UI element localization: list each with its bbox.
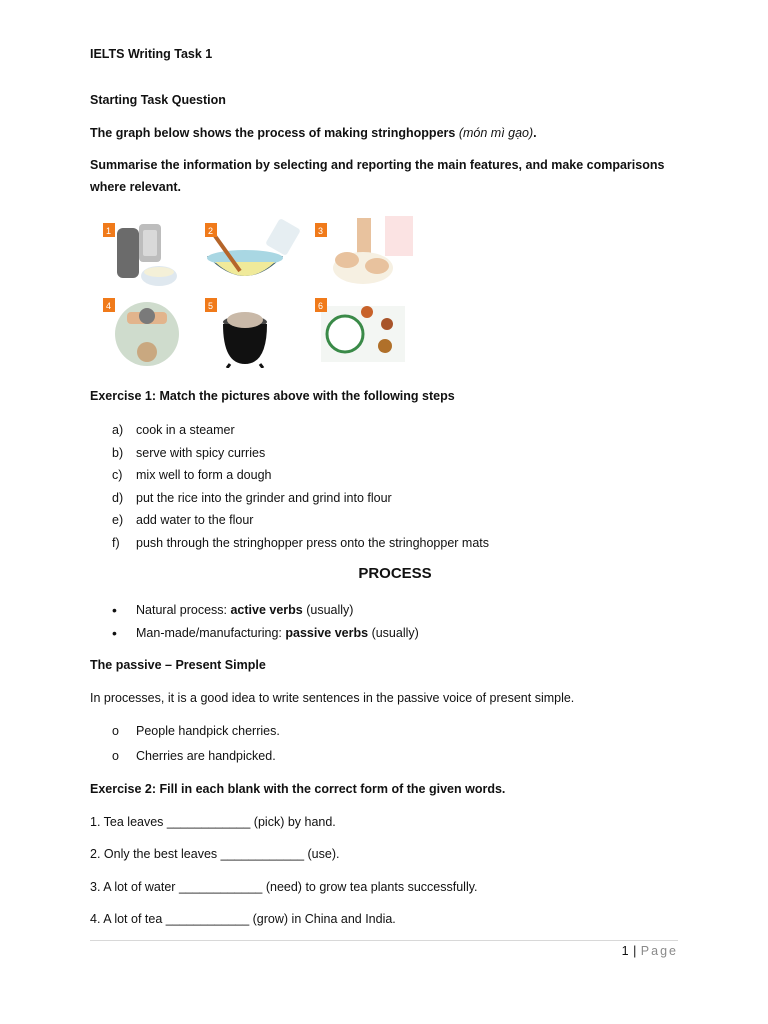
footer-separator: | [633,944,637,958]
examples-list [112,719,280,769]
exercise2-item: 3. A lot of water ____________ (need) to grow tea plants successfully. [90,880,478,894]
list-item: e) add water to the flour [112,513,254,527]
question-text: The graph below shows the process of making stringhoppers [90,126,456,140]
steamer-pot-icon [223,312,267,368]
passive-intro: In processes, it is a good idea to write sentences in the passive voice of present simple. [90,691,575,705]
step-number-5: 5 [208,301,214,311]
page-footer [622,944,678,958]
grinder-icon [117,224,177,286]
list-item: • Man-made/manufacturing: passive verbs (usually) [112,622,419,645]
bullet-icon: • [112,602,117,618]
page-number: 1 [621,944,630,958]
summarise-instruction: Summarise the information by selecting and reporting the main features, and make comparisons where relevant. [90,158,665,194]
step-number-4: 4 [106,301,112,311]
document-header: IELTS Writing Task 1 [90,47,213,61]
passive-title: The passive – Present Simple [90,658,266,672]
step-number-3: 3 [318,226,324,236]
exercise2-item: 2. Only the best leaves ____________ (use). [90,847,340,861]
list-item: c) mix well to form a dough [112,468,272,482]
list-item: f) push through the stringhopper press onto the stringhopper mats [112,535,489,550]
process-illustration [95,216,413,368]
list-item: d) put the rice into the grinder and grind into flour [112,490,392,505]
mixing-bowl-icon [207,218,301,276]
page-label: Page [640,944,678,958]
step-number-1: 1 [106,226,112,236]
served-plate-icon [321,306,405,362]
starting-title: Starting Task Question [90,93,226,107]
step-number-6: 6 [318,301,324,311]
bullet-icon: • [112,625,117,641]
exercise2-title: Exercise 2: Fill in each blank with the correct form of the given words. [90,782,506,796]
steps-list [112,419,489,554]
exercise1-title: Exercise 1: Match the pictures above with the following steps [90,389,455,403]
question-period: . [533,126,537,140]
list-item: o People handpick cherries. [112,724,280,738]
question-line [90,122,537,144]
list-item: o Cherries are handpicked. [112,749,276,763]
exercise2-item: 1. Tea leaves ____________ (pick) by hand. [90,815,336,829]
process-bullets [112,599,419,645]
kneading-dough-icon [333,218,393,284]
footer-divider [90,940,678,941]
list-item: b) serve with spicy curries [112,445,266,460]
step-number-2: 2 [208,226,214,236]
process-heading: PROCESS [358,565,432,582]
exercise2-item: 4. A lot of tea ____________ (grow) in China and India. [90,912,396,926]
list-item: a) cook in a steamer [112,423,235,437]
stringhopper-press-icon [115,302,179,366]
question-translation: (món mì gạo) [458,126,534,140]
list-item: • Natural process: active verbs (usually) [112,599,419,622]
